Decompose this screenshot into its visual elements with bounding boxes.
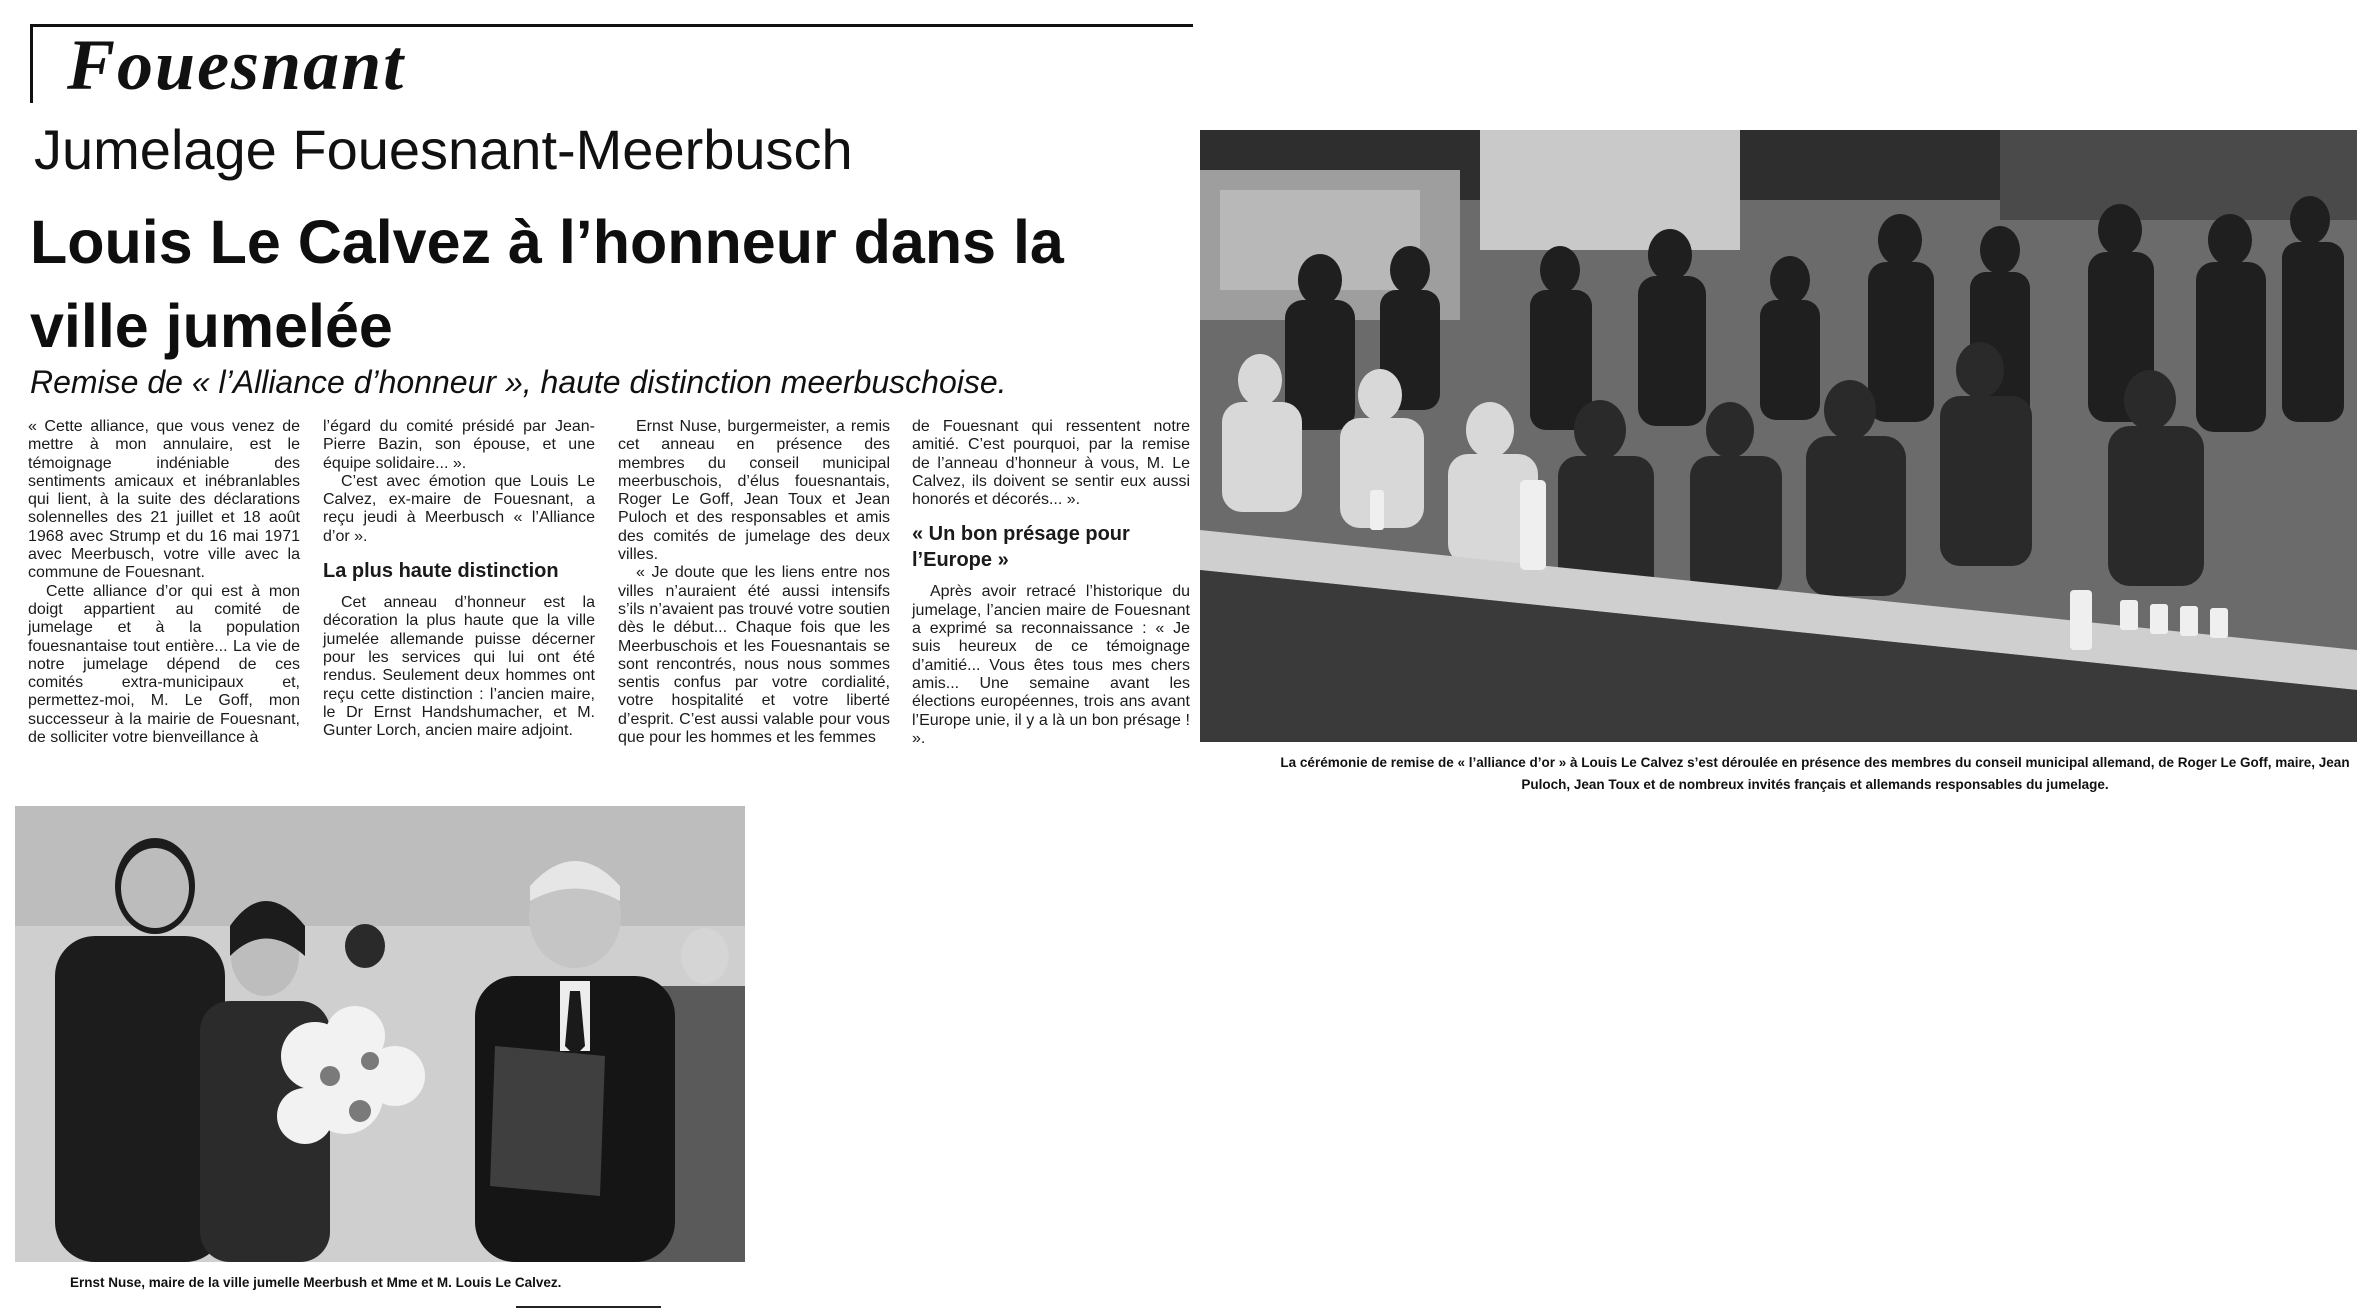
paragraph: « Je doute que les liens entre nos villes n’auraient été aussi intensifs s’ils n’avaient pas trouvé votre soutien dès le début... Chaque fois que les Meerbuschois et les Fouesnantais se sont rencontrés, nous nous sommes sentis confus par votre cordialité, votre hospitalité et votre liberté d’esprit. C’est aussi valable pour vous que pour les hommes et les femmes xyxy=(618,564,890,747)
paragraph: Cette alliance d’or qui est à mon doigt appartient au comité de jumelage et à la population fouesnantaise tout entière... La vie de notre jumelage dépend de ces comités extra-municipaux et, permettez-moi, M. Le Goff, mon successeur à la mairie de Fouesnant, de solliciter votre bienveillance à xyxy=(28,582,300,747)
article-headline: Louis Le Calvez à l’honneur dans la ville jumelée xyxy=(30,208,1064,360)
article-deck: Remise de « l’Alliance d’honneur », haute distinction meerbuschoise. xyxy=(30,364,1007,400)
paragraph: Après avoir retracé l’historique du jumelage, l’ancien maire de Fouesnant a exprimé sa reconnaissance : « Je suis heureux de ce témoignage d’amitié... Vous êtes tous mes chers amis... Une semaine avant les élections européennes, trois ans avant l’Europe unie, il y a là un bon présage ! ». xyxy=(912,583,1190,747)
text-column-2 xyxy=(323,418,595,740)
subheading: « Un bon présage pour l’Europe » xyxy=(912,523,1130,572)
paragraph: l’égard du comité présidé par Jean-Pierre Bazin, son épouse, et une équipe solidaire... ». xyxy=(323,418,595,472)
award-photo xyxy=(15,806,745,1262)
section-banner xyxy=(30,24,1193,103)
paragraph: Cet anneau d’honneur est la décoration la plus haute que la ville jumelée allemande puisse décerner pour les services qui lui ont été rendus. Seulement deux hommes ont reçu cette distinction : l’ancien maire, le Dr Ernst Handshumacher, et M. Gunter Lorch, ancien maire adjoint. xyxy=(323,594,595,740)
subheading: La plus haute distinction xyxy=(323,560,559,583)
paragraph: Ernst Nuse, burgermeister, a remis cet anneau en présence des membres du conseil municipal meerbuschois, d’élus fouesnantais, Roger Le Goff, Jean Toux et Jean Puloch et des responsables et amis des comités de jumelage des deux villes. xyxy=(618,418,890,564)
article-kicker: Jumelage Fouesnant-Meerbusch xyxy=(34,118,853,181)
meeting-photo xyxy=(1200,130,2357,742)
text-column-1 xyxy=(28,418,300,747)
award-photo-illustration xyxy=(15,806,745,1262)
divider xyxy=(516,1306,661,1308)
paragraph: C’est avec émotion que Louis Le Calvez, ex-maire de Fouesnant, a reçu jeudi à Meerbusch « l’Alliance d’or ». xyxy=(323,472,595,545)
meeting-photo-caption: La cérémonie de remise de « l’alliance d’or » à Louis Le Calvez s’est déroulée en présence des membres du conseil municipal allemand, de Roger Le Goff, maire, Jean Puloch, Jean Toux et de nombreux invités français et allemands responsables du jumelage. xyxy=(1280,755,2350,792)
paragraph: de Fouesnant qui ressentent notre amitié. C’est pourquoi, par la remise de l’anneau d’honneur à vous, M. Le Calvez, ils doivent se sentir eux aussi honorés et décorés... ». xyxy=(912,418,1190,509)
paragraph: « Cette alliance, que vous venez de mettre à mon annulaire, est le témoignage indéniable des sentiments amicaux et inébranlables qui lient, à la suite des déclarations solennelles des 21 juillet et 18 août 1968 avec Strump et du 16 mai 1971 avec Meerbusch, votre ville avec la commune de Fouesnant. xyxy=(28,418,300,582)
meeting-photo-illustration xyxy=(1200,130,2357,742)
text-column-4 xyxy=(912,418,1190,748)
text-column-3 xyxy=(618,418,890,747)
section-title: Fouesnant xyxy=(67,25,406,105)
award-photo-caption: Ernst Nuse, maire de la ville jumelle Meerbush et Mme et M. Louis Le Calvez. xyxy=(70,1275,562,1290)
